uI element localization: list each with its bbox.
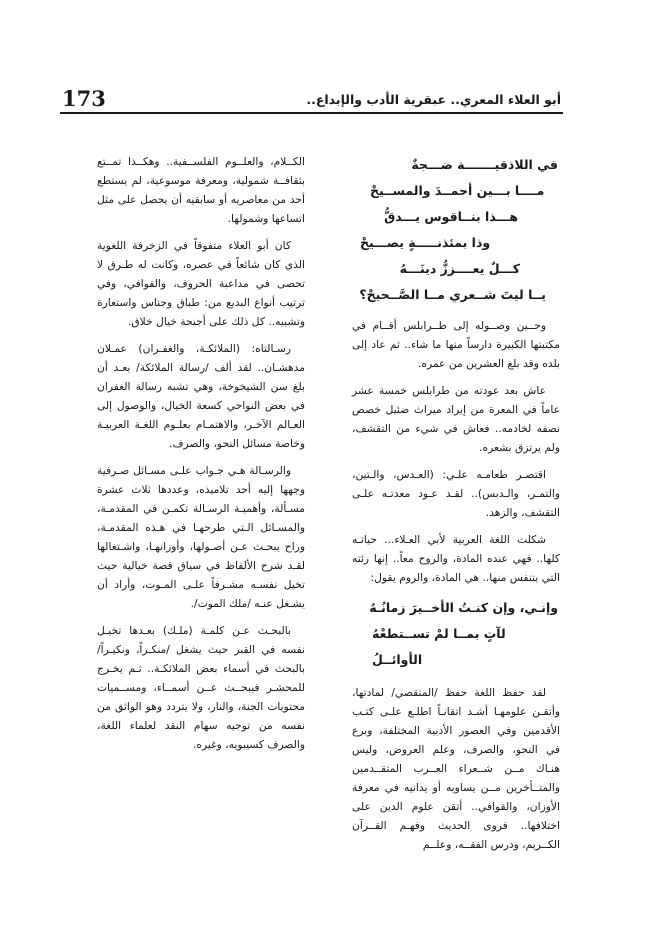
paragraph: وحــين وصــوله إلى طــرابلس أقــام في مكتبتها الكبيرة دارساً منها ما شاء.. ثم عاد إلى بلده وقد بلغ العشرين من عمره.: [352, 319, 560, 370]
poem-verse: وذا بمئذنـــــةٍ يصـــيحْ: [360, 235, 491, 250]
poem-verse: كـــلٌ يعــــززُّ دينَـــهُ: [399, 261, 520, 276]
paragraph: اقتصـر طعامـه علـي: (العـدس، والـتين، والتمـر، والـدبس).. لقـد عـود معدتـه علـى التقشف، والزهد.: [352, 468, 560, 519]
paragraph: كان أبو العلاء متفوقاً في الزخرفة اللغوية الذي كان شائعاً في عصره، وكانت له طـرق لا تحصى في مداعبة الحروف، والقوافي، وفي ترتيب أنواع البديع من: طباق وجناس واستعارة وتشبيه.. كل ذلك على أجنحة خيال خلاق.: [97, 239, 305, 328]
poem-verse: يــا ليتَ شــعري مــا الصَّــحيحْ؟: [359, 287, 546, 302]
right-column: [352, 152, 560, 862]
paragraph: الكــلام، والعلــوم الفلســفية.. وهكــذا تمــتع بثقافــة شمولية، ومعرفة موسوعية، لم يستطع أحد من معاصريه أو سابقيه أن يحصل على مثل اتساعها وشمولها.: [97, 155, 305, 225]
paragraph: شكلت اللغة العربية لأبي العـلاء... حياتـه كلها.. فهي عنده المادة، والروح معاً.. إنها رئته التي يتنفس منها.. هي المادة، والروم يقول:: [352, 533, 560, 584]
poem-verse: لآتٍ بمــا لمْ تســتطعْهُ الأوائــلُ: [372, 626, 506, 667]
paragraph: رسـالتاه: (الملائكـة، والغفـران) عمـلان مدهشـان.. لقد ألف /رسالة الملائكة/ بعـد أن بلغ سن الشيخوخة، وهي تشبه رسالة الغفران في بعض النواحي كسعة الخيال، والوصول إلى العـالم الآخـر، والاهتمـام بعلـوم اللغـة العربيـة وخاصة مسائل النحو، والصرف.: [97, 342, 305, 450]
page-number: 173: [62, 86, 106, 111]
poem-verse: وإنـي، وإن كنـتُ الأخــيرَ زمانُـهُ: [369, 600, 558, 615]
paragraph: لقد حفظ اللغة حفظ /المتقصي/ لمادتها، وأتقـن علومهـا أشـد اتقانـاً اطلـع علـى كتـب الأقدمين وفي العصور الأدبية المختلفة، وبرع في النحو، والصرف، وعلم العروض، وليس هنـاك مــن شــعراء العــرب المتقــدمين والمتــأخرين مــن يساويه أو يدانيه في معرفة الأوزان، والقوافي.. أتقن علوم الدين على اختلافها.. فروى الحديث وفهـم القــرآن الكــريم، ودرس الفقــه، وعلــم: [352, 686, 560, 851]
poem-verse: هـــذا بنــاقوس يـــدقُّ: [384, 209, 518, 224]
paragraph: بالبحـث عـن كلمـة (ملـك) بعـدها تخيـل نفسه في القبر حيث يشغل /منكـراً، ونكيـراً/ بالبحث في أسماء بعض الملائكـة.. ثـم يخـرج للمحشـر فيبحــث عــن أسمــاء، ومســميات محتويات الجنة، والنار، ولا يتردد وهو الواثق من نفسه من توجيه سهام النقد لعلماء اللغة، والصرف كسيبويه، وغيره.: [97, 624, 305, 751]
paragraph: عاش بعد عودته من طرابلس خمسة عشر عاماً في المعرة من إيراد ميراث ضئيل خصص نصفه لخادمه.. فعاش في شيء من التقشف، ولم يرتزق بشعره.: [352, 384, 560, 454]
paragraph: والرسـالة هـي جـواب علـى مسـائل صـرفية وجهها إليه أحد تلاميذه، وعددها ثلاث عشرة مسـألة، وأهميـة الرسـالة تكمـن في المقدمـة، والمسـائل الـتي طرحهـا في هـذه المقدمـة، وراح يبحـث عـن أصـولها، وأوزانهـا، واشـتغالها لقـد شرح الألفاظ في سياق قصة خيالية حيث تخيل نفسـه مشـرفاً علـى المـوت، وأراد أن يشـغل عنـه /ملك الموت/.: [97, 464, 305, 610]
running-header: أبو العلاء المعري.. عبقرية الأدب والإبداع..: [306, 92, 561, 107]
poem-verse: في اللاذقيـــــــة ضـــجةٌ: [411, 157, 558, 172]
left-column: [97, 152, 305, 762]
header-rule: [60, 112, 563, 114]
poem-verse: مــــا بـــين أحمــدَ والمســيحْ: [370, 183, 545, 198]
